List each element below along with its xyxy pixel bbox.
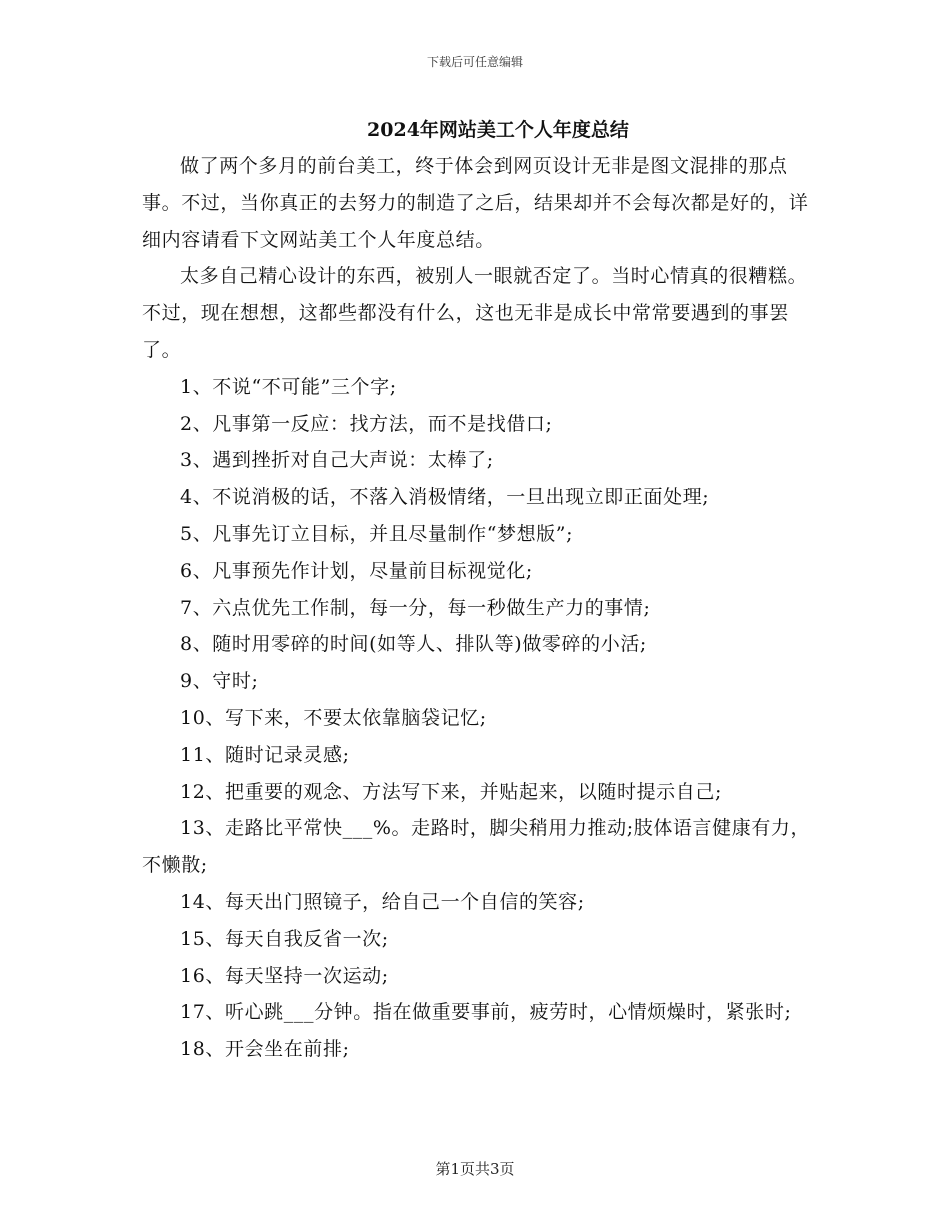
list-item-13: 13、走路比平常快___%。走路时，脚尖稍用力推动;肢体语言健康有力，不懒散; [142, 817, 811, 877]
list-item-4: 4、不说消极的话，不落入消极情绪，一旦出现立即正面处理; [180, 486, 710, 509]
document-body [142, 148, 812, 1068]
list-item-16: 16、每天坚持一次运动; [180, 964, 389, 987]
list-item-12: 12、把重要的观念、方法写下来，并贴起来，以随时提示自己; [180, 780, 722, 803]
document-title: 2024年网站美工个人年度总结 [367, 119, 629, 141]
page-number-footer: 第1页共3页 [435, 1160, 515, 1178]
list-item-6: 6、凡事预先作计划，尽量前目标视觉化; [180, 559, 533, 582]
list-item-18: 18、开会坐在前排; [180, 1038, 350, 1061]
list-item-7: 7、六点优先工作制，每一分，每一秒做生产力的事情; [180, 596, 651, 619]
list-item-11: 11、随时记录灵感; [180, 743, 350, 766]
list-item-1: 1、不说“不可能”三个字; [180, 375, 397, 398]
list-item-15: 15、每天自我反省一次; [180, 927, 389, 950]
header-note: 下载后可任意编辑 [426, 55, 523, 69]
paragraph-reflection: 太多自己精心设计的东西，被别人一眼就否定了。当时心情真的很糟糕。不过，现在想想，这都些都没有什么，这也无非是成长中常常要遇到的事罢了。 [142, 265, 808, 361]
list-item-10: 10、写下来，不要太依靠脑袋记忆; [180, 706, 487, 729]
list-item-8: 8、随时用零碎的时间(如等人、排队等)做零碎的小活; [180, 633, 647, 656]
list-item-17: 17、听心跳___分钟。指在做重要事前，疲劳时，心情烦燥时，紧张时; [180, 1001, 792, 1024]
list-item-3: 3、遇到挫折对自己大声说：太棒了; [180, 449, 494, 472]
list-item-14: 14、每天出门照镜子，给自己一个自信的笑容; [180, 890, 585, 913]
list-item-2: 2、凡事第一反应：找方法，而不是找借口; [180, 412, 553, 435]
list-item-5: 5、凡事先订立目标，并且尽量制作“梦想版”; [180, 522, 574, 545]
list-item-9: 9、守时; [180, 670, 259, 693]
paragraph-intro: 做了两个多月的前台美工，终于体会到网页设计无非是图文混排的那点事。不过，当你真正的去努力的制造了之后，结果却并不会每次都是好的，详细内容请看下文网站美工个人年度总结。 [142, 155, 809, 251]
